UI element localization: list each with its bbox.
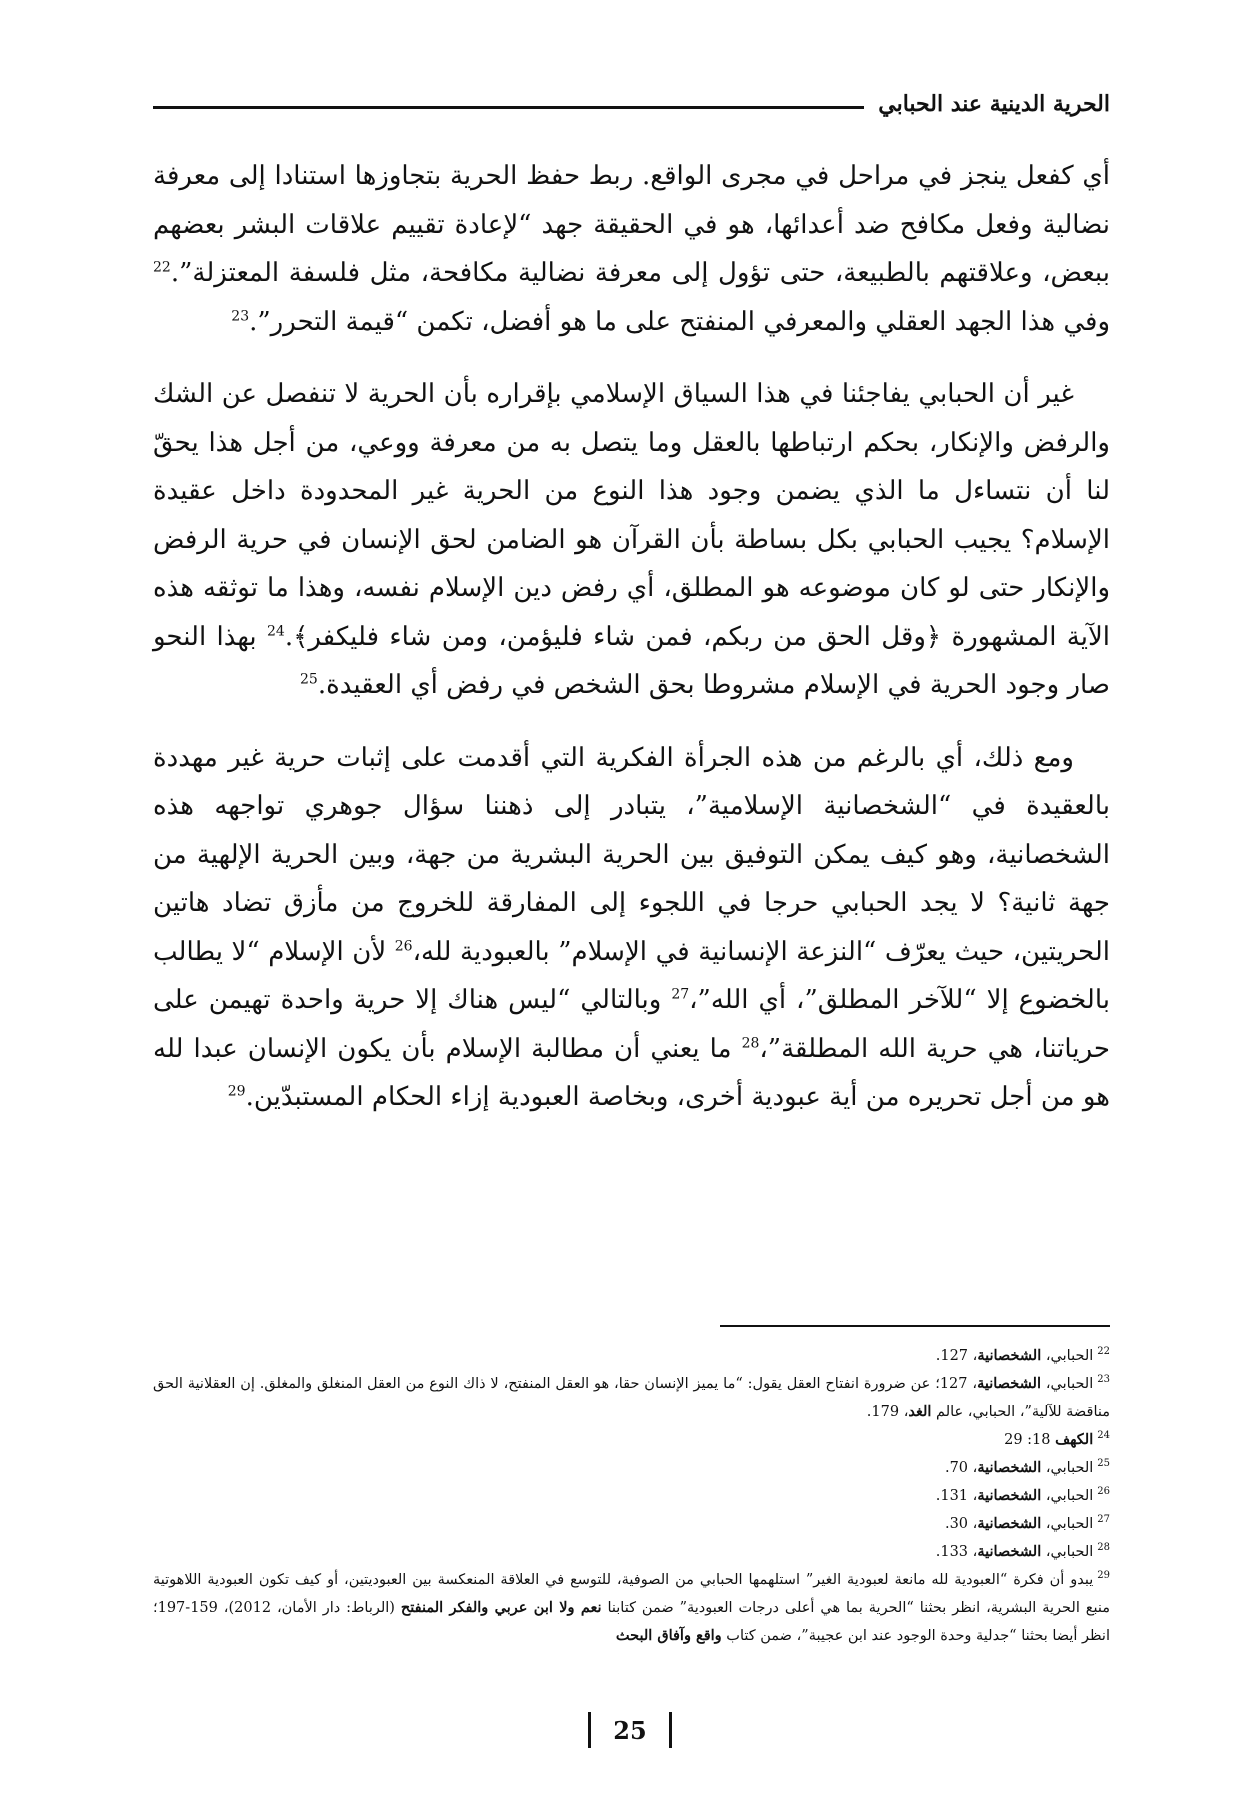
page-number: 25 (613, 1715, 647, 1745)
footnote-ref[interactable]: 26 (394, 937, 413, 954)
header-title: الحرية الدينية عند الحبابي (878, 91, 1110, 117)
footnote-ref[interactable]: 24 (267, 622, 285, 639)
footnote-26: $^{26}$الحبابي، الشخصانية، 131. (935, 1486, 1110, 1504)
footnote-29: $^{29}$يبدو أن فكرة “العبودية لله مانعة لعبودية الغير” استلهمها الحبابي من الصوفية، للتوسع في العلاقة المنعكسة بين العبوديتين، أو كيف تكون العبودية اللاهوتية منبع الحرية البشرية، انظر بحثنا “الحرية بما هي أعلى درجات العبودية” ضمن كتابنا نعم ولا ابن عربي والفكر المنفتح (الرباط: دار الأمان، 2012)، 159-197؛ انظر أيضا بحثنا “جدلية وحدة الوجود عند ابن عجيبة”، ضمن كتاب واقع وآفاق البحث (153, 1570, 1110, 1644)
footnote-ref[interactable]: 25 (300, 671, 318, 688)
footnote-ref[interactable]: 29 (227, 1083, 246, 1100)
paragraph-3: ومع ذلك، أي بالرغم من هذه الجرأة الفكرية التي أقدمت على إثبات حرية غير مهددة بالعقيدة في “الشخصانية الإسلامية”، يتبادر إلى ذهننا سؤال جوهري تواجهه هذه الشخصانية، وهو كيف يمكن التوفيق بين الحرية البشرية من جهة، وبين الحرية الإلهية من جهة ثانية؟ لا يجد الحبابي حرجا في اللجوء إلى المفارقة للخروج من مأزق تضاد هاتين الحريتين، حيث يعرّف “النزعة الإنسانية في الإسلام” بالعبودية لله،$^{26}$ لأن الإسلام “لا يطالب بالخضوع إلا “للآخر المطلق”، أي الله”،$^{27}$ وبالتالي “ليس هناك إلا حرية واحدة تهيمن على حرياتنا، هي حرية الله المطلقة”،$^{28}$ ما يعني أن مطالبة الإسلام بأن يكون الإنسان عبدا لله هو من أجل تحريره من أية عبودية أخرى، وبخاصة العبودية إزاء الحكام المستبدّين.$^{29}$ (153, 742, 1110, 1112)
paragraph-2: غير أن الحبابي يفاجئنا في هذا السياق الإسلامي بإقراره بأن الحرية لا تنفصل عن الشك والرفض والإنكار، بحكم ارتباطها بالعقل وما يتصل به من معرفة ووعي، من أجل هذا يحقّ لنا أن نتساءل ما الذي يضمن وجود هذا النوع من الحرية غير المحدودة داخل عقيدة الإسلام؟ يجيب الحبابي بكل بساطة بأن القرآن هو الضامن لحق الإنسان في حرية الرفض والإنكار حتى لو كان موضوعه هو المطلق، أي رفض دين الإسلام نفسه، وهذا ما توثقه هذه الآية المشهورة ﴿وقل الحق من ربكم، فمن شاء فليؤمن، ومن شاء فليكفر﴾.$^{24}$ بهذا النحو صار وجود الحرية في الإسلام مشروطا بحق الشخص في رفض أي العقيدة.$^{25}$ (153, 379, 1110, 700)
footnote-27: $^{27}$الحبابي، الشخصانية، 30. (944, 1514, 1110, 1532)
header-rule (153, 106, 864, 109)
footnotes (153, 1342, 1110, 1650)
footnote-ref[interactable]: 22 (153, 259, 171, 276)
footnote-23: $^{23}$الحبابي، الشخصانية، 127؛ عن ضرورة انفتاح العقل يقول: “ما يميز الإنسان حقا، هو العقل المنفتح، لا ذاك النوع من العقل المنغلق والمغلق. إن العقلانية الحق مناقضة للآلية”، الحبابي، عالم الغد، 179. (153, 1374, 1110, 1420)
footnote-separator (720, 1325, 1110, 1327)
running-header (153, 84, 1110, 124)
page-number-bar (669, 1712, 672, 1748)
paragraph-1: أي كفعل ينجز في مراحل في مجرى الواقع. ربط حفظ الحرية بتجاوزها استنادا إلى معرفة نضالية وفعل مكافح ضد أعدائها، هو في الحقيقة جهد “لإعادة تقييم علاقات البشر بعضهم ببعض، وعلاقتهم بالطبيعة، حتى تؤول إلى معرفة نضالية مكافحة، مثل فلسفة المعتزلة”.$^{22}$ وفي هذا الجهد العقلي والمعرفي المنفتح على ما هو أفضل، تكمن “قيمة التحرر”.$^{23}$ (153, 161, 1110, 337)
footnote-24: $^{24}$الكهف 18: 29 (1004, 1430, 1110, 1448)
footnote-22: $^{22}$الحبابي، الشخصانية، 127. (935, 1346, 1110, 1364)
footnote-28: $^{28}$الحبابي، الشخصانية، 133. (935, 1542, 1110, 1560)
body-text (153, 152, 1110, 1146)
page-number-bar (588, 1712, 591, 1748)
footnote-ref[interactable]: 27 (671, 986, 690, 1003)
footnote-25: $^{25}$الحبابي، الشخصانية، 70. (944, 1458, 1110, 1476)
footnote-ref[interactable]: 28 (741, 1034, 760, 1051)
page-number-block (0, 1712, 1260, 1748)
footnote-ref[interactable]: 23 (231, 307, 250, 324)
